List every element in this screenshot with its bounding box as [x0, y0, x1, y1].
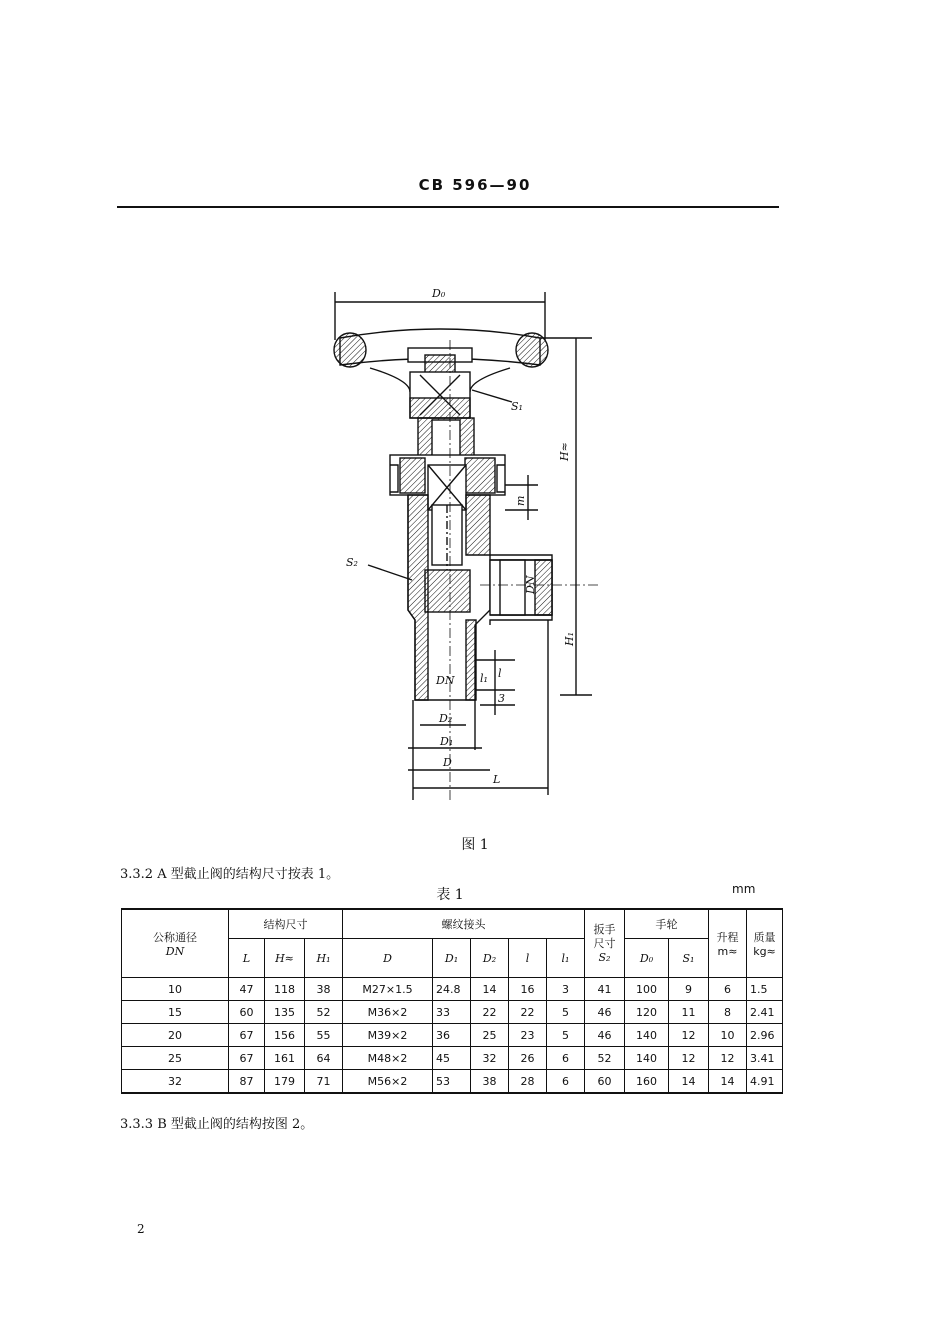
cell-H1: 52	[305, 1001, 343, 1024]
cell-S2: 46	[585, 1001, 625, 1024]
header-mass-label: 质量	[753, 931, 776, 944]
cell-H: 156	[265, 1024, 305, 1047]
dimension-table	[121, 908, 783, 1094]
cell-dn: 20	[122, 1024, 229, 1047]
table-row	[122, 1070, 783, 1094]
label-3: 3	[498, 692, 505, 705]
cell-dn: 10	[122, 978, 229, 1001]
cell-m: 14	[709, 1070, 747, 1094]
header-wheel: 手轮	[625, 909, 709, 939]
header-wrench-label: 扳手尺寸	[593, 923, 616, 950]
cell-dn: 32	[122, 1070, 229, 1094]
header-H1: H₁	[305, 939, 343, 978]
cell-D0: 140	[625, 1024, 669, 1047]
cell-H: 135	[265, 1001, 305, 1024]
cell-dn: 25	[122, 1047, 229, 1070]
label-d1: D₁	[440, 735, 454, 748]
table-unit: mm	[732, 882, 756, 896]
cell-D2: 38	[471, 1070, 509, 1094]
cell-D: M27×1.5	[343, 978, 433, 1001]
cell-D2: 14	[471, 978, 509, 1001]
cell-l1: 6	[547, 1047, 585, 1070]
cell-S1: 14	[669, 1070, 709, 1094]
cell-m: 8	[709, 1001, 747, 1024]
table-row	[122, 978, 783, 1001]
cell-kg: 2.41	[747, 1001, 783, 1024]
cell-D: M36×2	[343, 1001, 433, 1024]
cell-S1: 9	[669, 978, 709, 1001]
cell-m: 10	[709, 1024, 747, 1047]
cell-D0: 160	[625, 1070, 669, 1094]
label-length: L	[493, 773, 501, 786]
cell-D2: 25	[471, 1024, 509, 1047]
label-s1: S₁	[511, 400, 523, 413]
cell-dn: 15	[122, 1001, 229, 1024]
header-lift-label: 升程	[716, 931, 739, 944]
cell-D2: 32	[471, 1047, 509, 1070]
cell-H1: 64	[305, 1047, 343, 1070]
header-nominal-symbol: DN	[165, 945, 185, 958]
cell-l1: 3	[547, 978, 585, 1001]
document-code: CB 596—90	[418, 176, 532, 194]
cell-kg: 1.5	[747, 978, 783, 1001]
cell-S2: 41	[585, 978, 625, 1001]
cell-D1: 24.8	[433, 978, 471, 1001]
cell-D1: 33	[433, 1001, 471, 1024]
cell-S2: 46	[585, 1024, 625, 1047]
header-lift-unit: m≈	[717, 945, 738, 958]
header-H: H≈	[265, 939, 305, 978]
cell-H1: 55	[305, 1024, 343, 1047]
header-L: L	[229, 939, 265, 978]
label-s2: S₂	[346, 556, 358, 569]
cell-D: M39×2	[343, 1024, 433, 1047]
paragraph-3-3-3: 3.3.3 B 型截止阀的结构按图 2。	[120, 1117, 314, 1132]
cell-D1: 36	[433, 1024, 471, 1047]
header-nominal-label: 公称通径	[153, 931, 197, 944]
cell-L: 67	[229, 1024, 265, 1047]
label-m: m	[514, 495, 527, 506]
cell-D: M56×2	[343, 1070, 433, 1094]
cell-H1: 71	[305, 1070, 343, 1094]
cell-l1: 5	[547, 1024, 585, 1047]
header-l1: l₁	[547, 939, 585, 978]
cell-l: 16	[509, 978, 547, 1001]
cell-kg: 3.41	[747, 1047, 783, 1070]
valve-drawing	[300, 280, 620, 800]
header-D0: D₀	[625, 939, 669, 978]
label-d2: D₂	[439, 712, 453, 725]
cell-D1: 45	[433, 1047, 471, 1070]
paragraph-3-3-2: 3.3.2 A 型截止阀的结构尺寸按表 1。	[120, 867, 340, 882]
cell-l1: 5	[547, 1001, 585, 1024]
cell-H: 118	[265, 978, 305, 1001]
cell-S1: 12	[669, 1047, 709, 1070]
cell-l: 26	[509, 1047, 547, 1070]
header-D: D	[343, 939, 433, 978]
cell-D2: 22	[471, 1001, 509, 1024]
label-d0: D₀	[432, 287, 446, 300]
label-dn-bottom: DN	[436, 674, 455, 687]
header-D1: D₁	[433, 939, 471, 978]
label-dn-side: DN	[524, 575, 537, 594]
cell-S1: 12	[669, 1024, 709, 1047]
label-h1: H₁	[563, 631, 576, 646]
header-thread: 螺纹接头	[343, 909, 585, 939]
table-row	[122, 1047, 783, 1070]
cell-H: 179	[265, 1070, 305, 1094]
cell-kg: 2.96	[747, 1024, 783, 1047]
label-h: H≈	[558, 442, 571, 461]
cell-D1: 53	[433, 1070, 471, 1094]
table-row	[122, 1024, 783, 1047]
header-mass-unit: kg≈	[753, 945, 776, 958]
cell-m: 6	[709, 978, 747, 1001]
header-D2: D₂	[471, 939, 509, 978]
figure-caption: 图 1	[461, 837, 489, 853]
cell-S2: 52	[585, 1047, 625, 1070]
header-mass	[747, 909, 783, 978]
header-wrench	[585, 909, 625, 978]
cell-m: 12	[709, 1047, 747, 1070]
header-nominal	[122, 909, 229, 978]
header-S1: S₁	[669, 939, 709, 978]
page-number: 2	[137, 1222, 145, 1236]
label-l1: l₁	[480, 672, 488, 685]
header-l: l	[509, 939, 547, 978]
cell-L: 60	[229, 1001, 265, 1024]
cell-D: M48×2	[343, 1047, 433, 1070]
header-rule	[117, 206, 779, 208]
label-d: D	[443, 756, 452, 769]
cell-H: 161	[265, 1047, 305, 1070]
header-lift	[709, 909, 747, 978]
cell-H1: 38	[305, 978, 343, 1001]
cell-l: 23	[509, 1024, 547, 1047]
cell-D0: 140	[625, 1047, 669, 1070]
label-l: l	[498, 667, 502, 680]
cell-l: 28	[509, 1070, 547, 1094]
cell-L: 47	[229, 978, 265, 1001]
table-caption: 表 1	[436, 887, 464, 903]
cell-L: 87	[229, 1070, 265, 1094]
cell-l: 22	[509, 1001, 547, 1024]
cell-D0: 100	[625, 978, 669, 1001]
cell-S1: 11	[669, 1001, 709, 1024]
cell-kg: 4.91	[747, 1070, 783, 1094]
header-wrench-symbol: S₂	[598, 951, 611, 964]
cell-L: 67	[229, 1047, 265, 1070]
cell-S2: 60	[585, 1070, 625, 1094]
table-row	[122, 1001, 783, 1024]
cell-l1: 6	[547, 1070, 585, 1094]
cell-D0: 120	[625, 1001, 669, 1024]
header-struct: 结构尺寸	[229, 909, 343, 939]
